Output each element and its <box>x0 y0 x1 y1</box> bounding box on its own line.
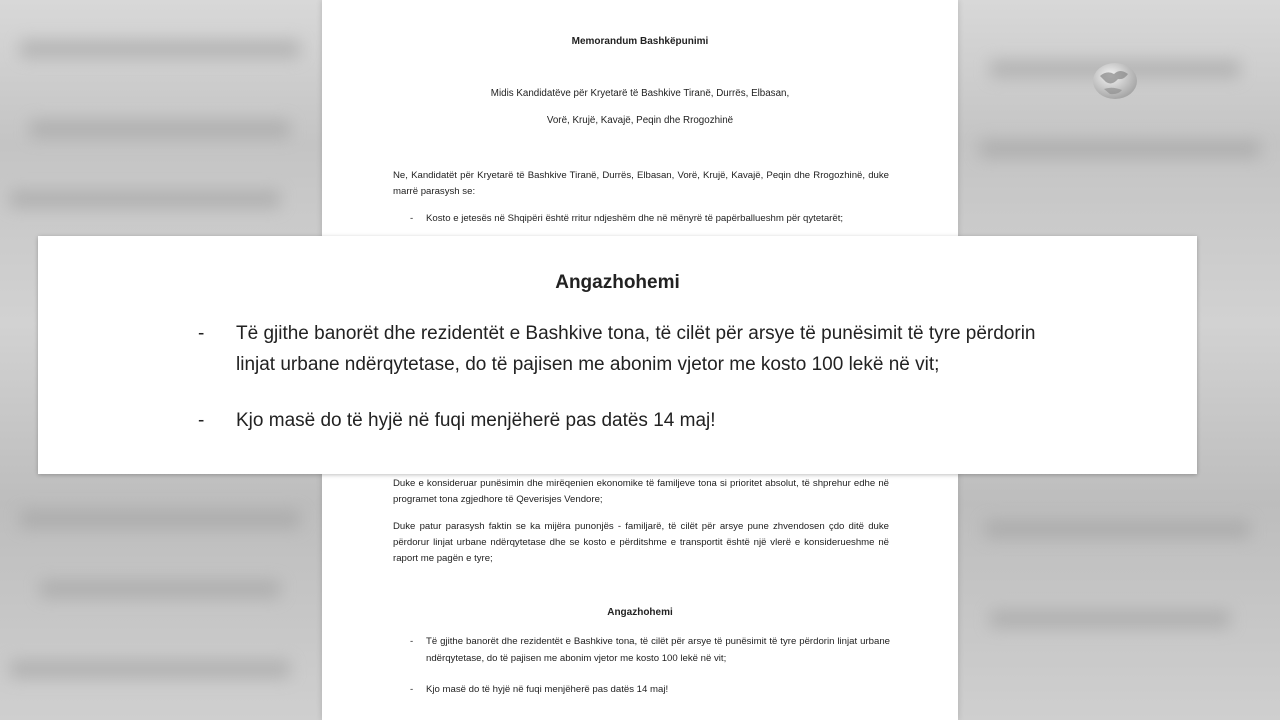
overlay-item <box>198 318 1098 380</box>
bullet-dash: - <box>410 636 414 647</box>
document-paragraph: Duke e konsideruar punësimin dhe mirëqenien ekonomike të familjeve tona si prioritet absolut, të shprehur edhe në programet tona zgjedhore të Qeverisjes Vendore; <box>393 478 889 505</box>
document-intro: Ne, Kandidatët për Kryetarë të Bashkive Tiranë, Durrës, Elbasan, Vorë, Krujë, Kavajë, Peqin dhe Rrogozhinë, duke marrë parasysh se: <box>393 170 889 197</box>
bullet-text: Kosto e jetesës në Shqipëri është rritur ndjeshëm dhe në mënyrë të papërballueshm për qytetarët; <box>426 213 844 224</box>
blur-band <box>20 510 300 528</box>
document-title: Memorandum Bashkëpunimi <box>571 36 709 47</box>
commitment-text: Të gjithe banorët dhe rezidentët e Bashkive tona, të cilët për arsye të punësimit të tyre përdorin linjat urbane ndërqytetase, do të pajisen me abonim vjetor me kosto 100 lekë në vit; <box>426 636 890 664</box>
blur-band <box>10 190 280 208</box>
bullet-dash: - <box>410 213 414 224</box>
commitment-item <box>410 681 890 698</box>
overlay-item <box>198 405 1098 436</box>
blur-band <box>40 580 280 598</box>
document-subtitle-line-2: Vorë, Krujë, Kavajë, Peqin dhe Rrogozhinë <box>546 115 734 126</box>
overlay-item-text: Kjo masë do të hyjë në fuqi menjëherë pas datës 14 maj! <box>236 410 716 431</box>
blur-band <box>985 520 1250 538</box>
globe-icon <box>1092 62 1138 100</box>
bullet-dash: - <box>198 323 205 344</box>
bullet-dash: - <box>410 684 414 695</box>
blur-band <box>990 610 1230 628</box>
commitment-item <box>410 633 890 667</box>
document-paragraph: Duke patur parasysh faktin se ka mijëra punonjës - familjarë, të cilët për arsye pune zhvendosen çdo ditë duke përdorur linjat urbane ndërqytetase dhe se kosto e përditshme e transportit është një vlerë e konsiderueshme në raport me pagën e tyre; <box>393 521 889 564</box>
blur-band <box>10 660 290 678</box>
commitment-heading: Angazhohemi <box>607 607 673 618</box>
blur-band <box>20 40 300 58</box>
bullet-dash: - <box>198 410 205 431</box>
document-subtitle-line-1: Midis Kandidatëve për Kryetarë të Bashkive Tiranë, Durrës, Elbasan, <box>490 88 790 99</box>
overlay-item-line-2: linjat urbane ndërqytetase, do të pajisen me abonim vjetor me kosto 100 lekë në vit; <box>236 354 940 375</box>
overlay-item-line-1: Të gjithe banorët dhe rezidentët e Bashkive tona, të cilët për arsye të punësimit të tyre përdorin <box>236 323 1036 344</box>
zoomed-highlight-panel <box>38 236 1197 474</box>
document-bullet <box>410 210 890 227</box>
blur-band <box>980 140 1260 158</box>
blur-band <box>30 120 290 138</box>
overlay-heading: Angazhohemi <box>555 272 680 293</box>
commitment-text: Kjo masë do të hyjë në fuqi menjëherë pas datës 14 maj! <box>426 684 669 695</box>
